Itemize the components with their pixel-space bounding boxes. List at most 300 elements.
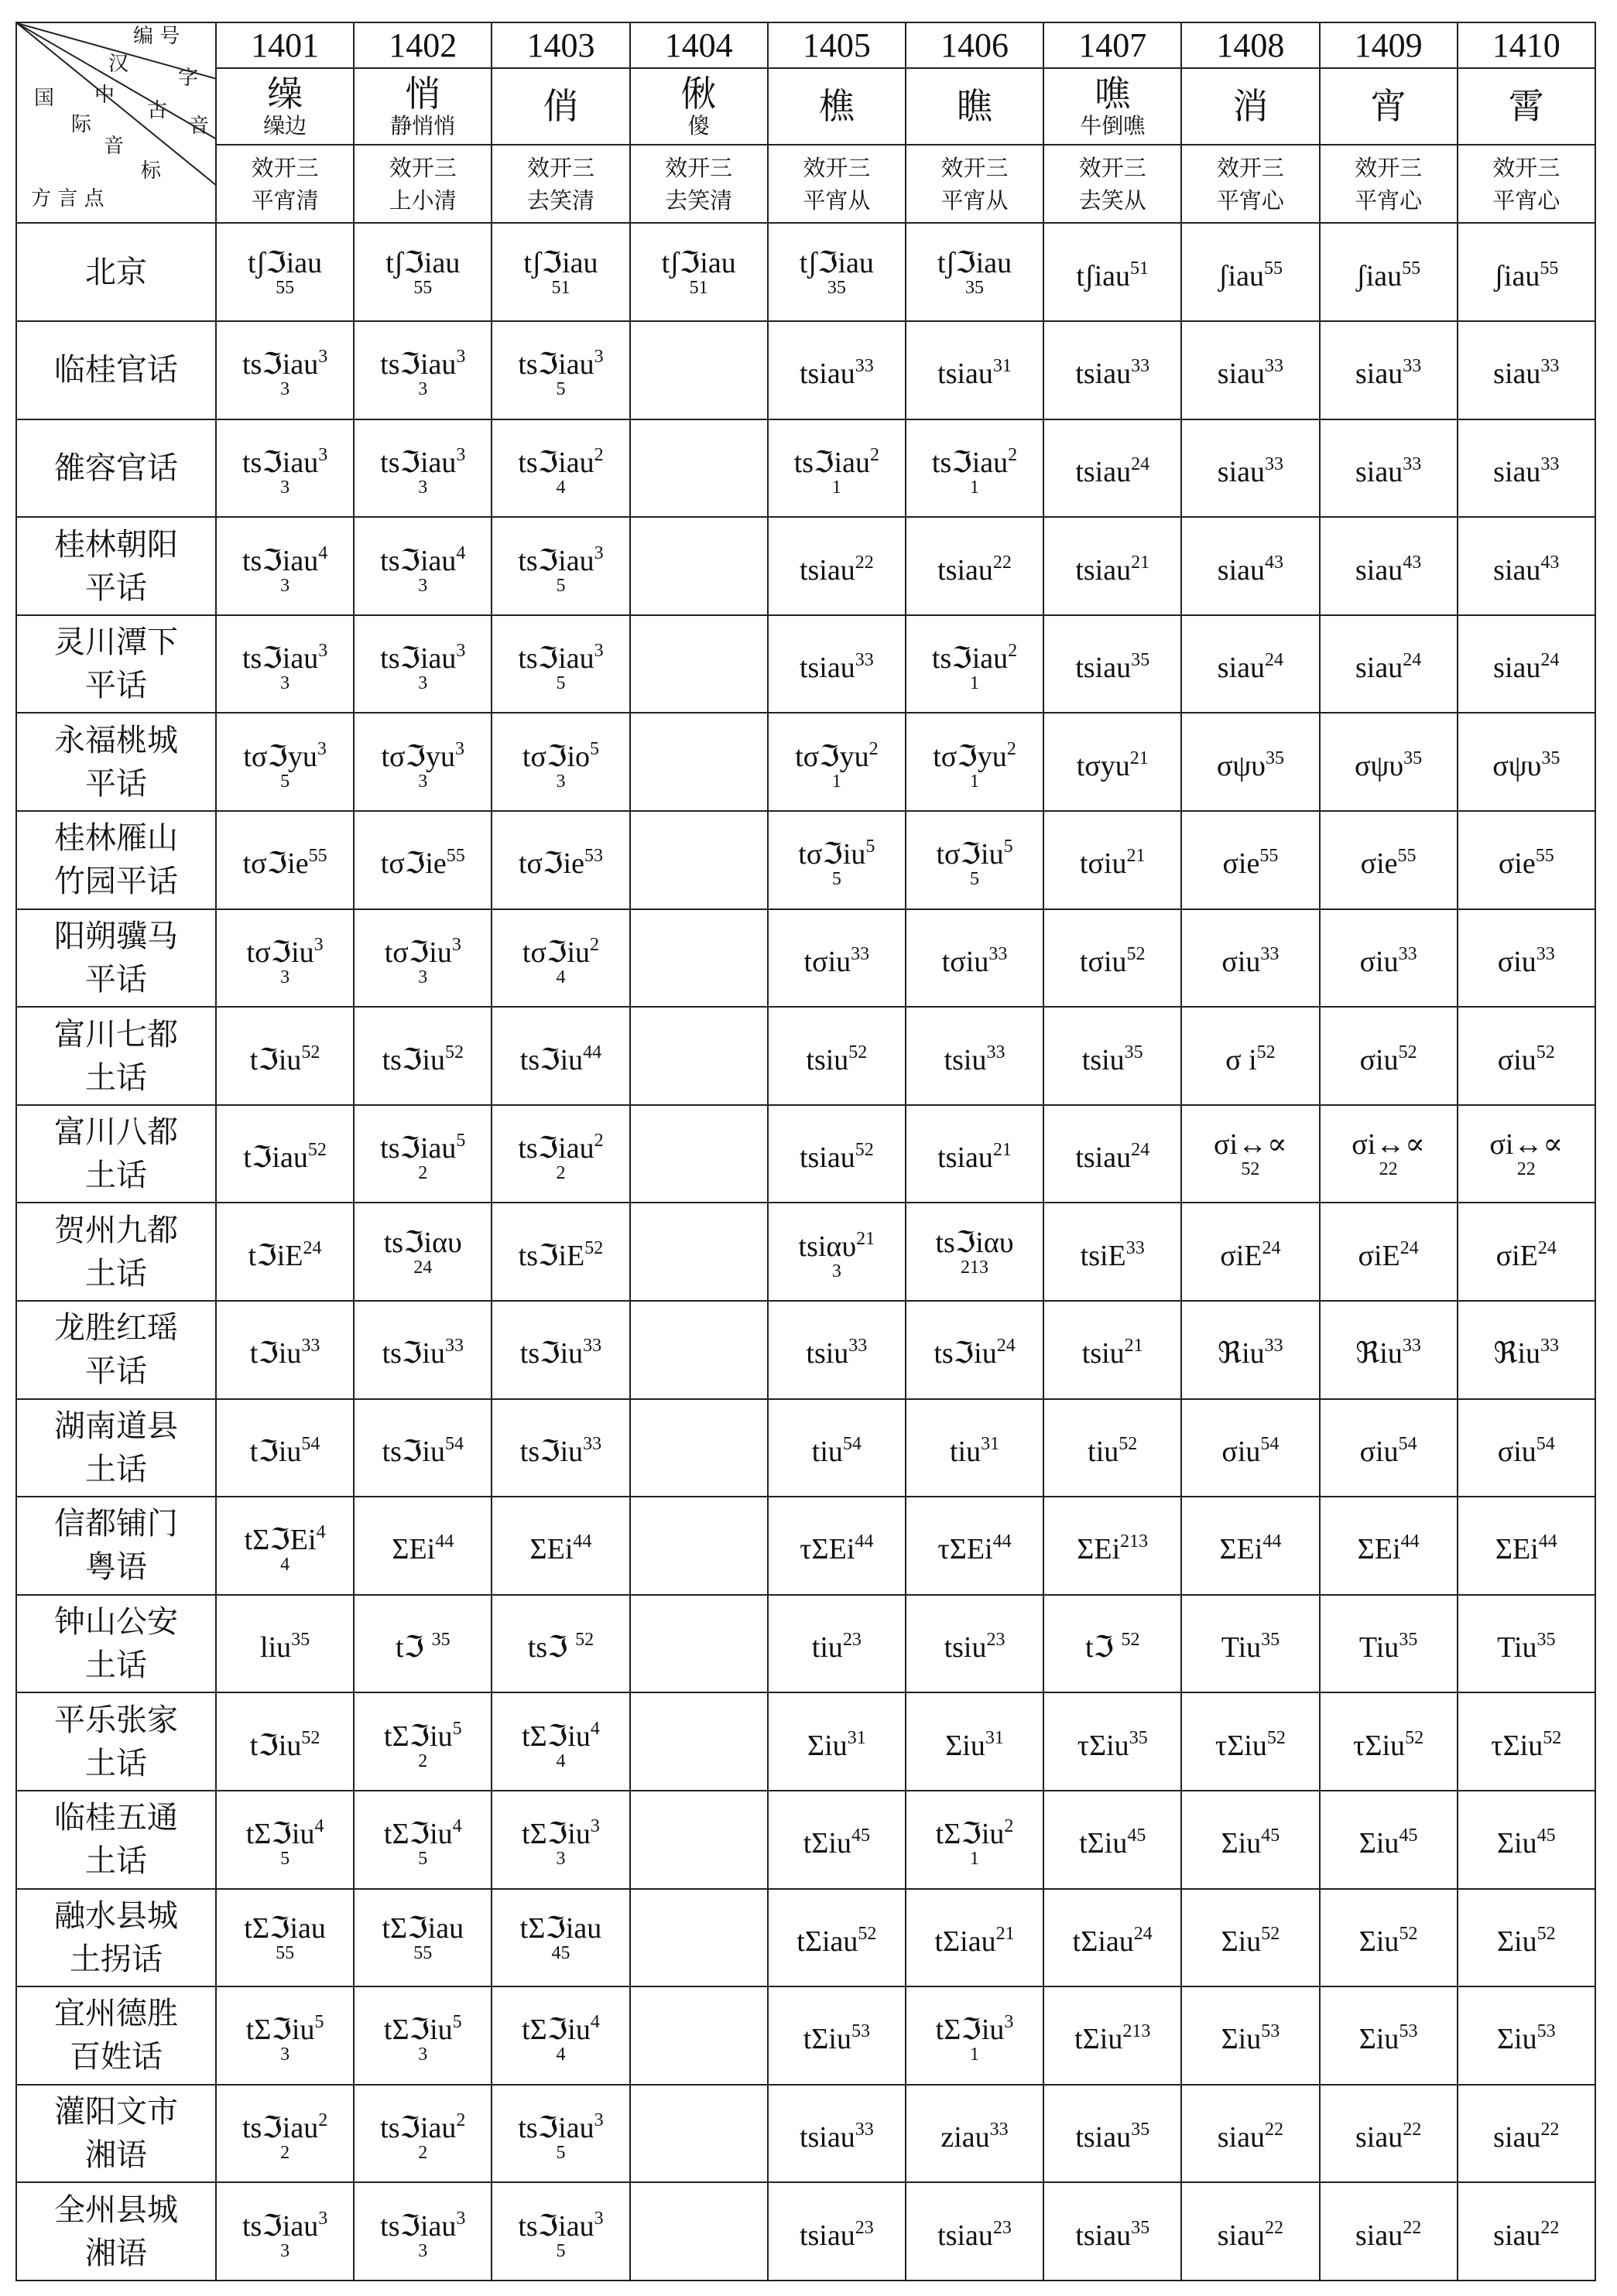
middle-chinese-tone-initial: 平宵心 — [1216, 186, 1284, 214]
reading-tone-subscript: 4 — [556, 2045, 566, 2065]
reading-text-line — [381, 738, 465, 773]
reading-cell — [1458, 1692, 1595, 1791]
reading-tone-superscript: 45 — [1261, 1826, 1280, 1846]
reading-text-line — [800, 2121, 874, 2154]
table-row — [16, 1105, 1595, 1203]
reading-ipa: tʃℑiau — [661, 246, 736, 279]
dialect-point-cell — [16, 1889, 216, 1987]
table-row — [16, 517, 1595, 615]
reading-tone-superscript: 2 — [318, 2110, 328, 2131]
dialect-point-cell — [16, 1399, 216, 1497]
reading-ipa: Tiu — [1497, 1631, 1537, 1665]
reading-ipa: siau — [1493, 652, 1541, 685]
reading-tone-subscript: 5 — [556, 379, 566, 400]
reading-cell — [354, 2085, 492, 2183]
reading-ipa: τΣiu — [1214, 1729, 1267, 1762]
reading-ipa: tsℑiu — [519, 1435, 584, 1468]
reading-text-line — [528, 1631, 594, 1664]
reading-ipa: tℑiu — [249, 1337, 302, 1370]
reading-ipa: Σiu — [807, 1729, 848, 1762]
reading-text-line — [522, 936, 599, 969]
reading-text-line — [380, 2112, 465, 2144]
reading-text-line — [1360, 1435, 1417, 1468]
reading-tone-superscript: 24 — [303, 1237, 322, 1258]
dialect-point-name: 平乐张家 — [54, 1702, 178, 1738]
reading-ipa: tℑ — [396, 1631, 432, 1665]
reading-tone-superscript: 44 — [855, 1531, 874, 1552]
corner-label-ji: 际 — [71, 113, 92, 136]
reading-tone-superscript: 2 — [1004, 1816, 1014, 1837]
reading-tone-superscript: 4 — [456, 542, 466, 563]
reading-cell — [1458, 1595, 1595, 1693]
reading-tone-subscript: 3 — [418, 575, 428, 596]
reading-text-line — [242, 2112, 327, 2144]
reading-tone-superscript: 21 — [1131, 552, 1150, 573]
reading-ipa: tsiau — [799, 553, 855, 587]
reading-tone-subscript: 213 — [961, 1257, 989, 1278]
reading-ipa: σiu — [1221, 945, 1261, 978]
column-number: 1409 — [1320, 22, 1458, 68]
reading-text-line — [1218, 2121, 1283, 2154]
reading-text-line — [1214, 1128, 1287, 1161]
reading-tone-superscript: 35 — [1399, 1630, 1418, 1651]
table-row — [16, 2182, 1595, 2281]
reading-tone-superscript: 52 — [1405, 1727, 1424, 1748]
reading-text-line — [1355, 1337, 1421, 1370]
reading-ipa: tΣℑiu — [522, 1818, 591, 1851]
dialect-point-name: 雒容官话 — [54, 450, 178, 486]
reading-tone-superscript: 33 — [1403, 453, 1422, 474]
reading-tone-subscript: 3 — [280, 2045, 290, 2065]
reading-ipa: tsiau — [1075, 652, 1132, 685]
dialect-point-name: 土话 — [85, 1158, 147, 1194]
reading-text-line — [384, 1227, 462, 1259]
reading-ipa: τΣiu — [1491, 1729, 1543, 1762]
reading-text-line — [1218, 358, 1283, 390]
reading-text-line — [1359, 943, 1417, 978]
reading-cell — [492, 2182, 629, 2281]
reading-text-line — [1356, 260, 1420, 293]
reading-ipa: tΣℑiu — [522, 2014, 591, 2047]
reading-cell — [1458, 713, 1595, 811]
reading-tone-subscript: 22 — [1379, 1159, 1398, 1180]
reading-text-line — [1359, 1827, 1418, 1860]
dialect-point-name: 土话 — [85, 1059, 147, 1096]
reading-text-line — [523, 247, 598, 279]
reading-ipa: tsℑiu — [519, 1337, 584, 1370]
reading-ipa: Σiu — [1358, 1925, 1399, 1958]
reading-cell — [1181, 1399, 1319, 1497]
reading-tone-superscript: 33 — [855, 650, 874, 671]
reading-tone-superscript: 52 — [1536, 1042, 1555, 1062]
reading-cell — [768, 223, 906, 321]
dialect-point-name: 平话 — [85, 1353, 147, 1390]
reading-tone-superscript: 33 — [848, 1336, 868, 1357]
dialect-point-name: 土话 — [85, 1648, 147, 1684]
reading-text-line — [380, 542, 466, 577]
reading-ipa: siau — [1355, 455, 1403, 488]
dialect-table — [15, 22, 1596, 2281]
reading-text-line — [380, 1132, 465, 1165]
reading-text-line — [941, 943, 1008, 978]
dialect-point-cell — [16, 615, 216, 713]
dialect-point-name: 湘语 — [85, 2137, 147, 2174]
column-character-cell — [630, 68, 768, 145]
reading-cell — [630, 1791, 768, 1889]
reading-cell — [1043, 1595, 1181, 1693]
middle-chinese-tone-initial: 平宵心 — [1492, 186, 1560, 214]
reading-tone-superscript: 52 — [1543, 1727, 1562, 1748]
reading-tone-superscript: 52 — [575, 1630, 594, 1651]
reading-cell — [1320, 811, 1458, 909]
column-number: 1404 — [630, 22, 768, 68]
reading-tone-subscript: 1 — [970, 2045, 980, 2065]
reading-cell — [630, 223, 768, 321]
reading-ipa: τΣEi — [800, 1533, 855, 1566]
reading-text-line — [244, 1912, 326, 1945]
dialect-point-name: 永福桃城 — [54, 722, 178, 758]
reading-tone-superscript: 24 — [1540, 650, 1560, 671]
reading-tone-subscript: 1 — [970, 771, 980, 792]
reading-cell — [216, 223, 354, 321]
reading-text-line — [518, 348, 603, 381]
dialect-point-cell — [16, 1497, 216, 1595]
column-character-gloss: 牛倒噍 — [1080, 113, 1146, 139]
reading-text-line — [380, 444, 466, 479]
reading-cell — [906, 1986, 1043, 2085]
reading-tone-superscript: 33 — [855, 2120, 874, 2140]
reading-cell — [1458, 517, 1595, 615]
reading-tone-superscript: 5 — [590, 738, 600, 759]
middle-chinese-tone-initial: 去笑清 — [526, 186, 594, 214]
reading-tone-superscript: 31 — [985, 1727, 1004, 1748]
reading-cell — [630, 1399, 768, 1497]
reading-ipa: tΣiau — [797, 1925, 858, 1958]
reading-tone-superscript: 33 — [988, 943, 1008, 964]
reading-ipa: siau — [1217, 2219, 1266, 2252]
reading-ipa: tsiau — [1075, 2219, 1132, 2252]
reading-tone-superscript: 53 — [1261, 2021, 1280, 2042]
reading-text-line — [793, 444, 879, 479]
reading-tone-superscript: 213 — [1122, 2021, 1151, 2042]
reading-cell — [1458, 1007, 1595, 1105]
reading-cell — [768, 1889, 906, 1987]
reading-cell — [1181, 1203, 1319, 1301]
dialect-point-cell — [16, 1105, 216, 1203]
reading-tone-subscript: 3 — [280, 673, 290, 694]
reading-tone-subscript: 3 — [831, 1261, 841, 1281]
corner-header-cell — [16, 22, 216, 223]
reading-tone-superscript: 43 — [1403, 552, 1422, 573]
reading-text-line — [1088, 1435, 1137, 1468]
reading-text-line — [936, 1818, 1014, 1850]
reading-ipa: tsℑiau — [518, 348, 594, 382]
reading-cell — [1320, 615, 1458, 713]
reading-tone-superscript: 21 — [992, 1140, 1012, 1161]
reading-tone-subscript: 55 — [276, 277, 295, 298]
reading-cell — [354, 1595, 492, 1693]
reading-cell — [630, 517, 768, 615]
reading-tone-subscript: 3 — [556, 771, 566, 792]
reading-cell — [216, 1889, 354, 1987]
reading-ipa: tsℑiau — [518, 544, 594, 577]
reading-ipa: tsℑ — [527, 1631, 576, 1665]
reading-cell — [1043, 1791, 1181, 1889]
reading-tone-superscript: 33 — [1398, 943, 1417, 964]
reading-cell — [768, 1692, 906, 1791]
reading-cell — [216, 1007, 354, 1105]
dialect-point-name: 平话 — [85, 765, 147, 802]
reading-cell — [1320, 713, 1458, 811]
reading-ipa: tʃℑiau — [385, 246, 461, 279]
reading-ipa: tsℑiau — [931, 446, 1009, 479]
reading-tone-subscript: 5 — [280, 1849, 290, 1870]
reading-tone-superscript: 4 — [452, 1816, 462, 1837]
reading-tone-superscript: 3 — [456, 2208, 466, 2229]
reading-text-line — [1219, 1533, 1281, 1565]
reading-tone-superscript: 52 — [584, 1237, 604, 1258]
reading-cell — [492, 321, 629, 419]
reading-tone-subscript: 3 — [280, 477, 290, 498]
corner-label-yin-left: 音 — [104, 135, 125, 158]
reading-cell — [768, 909, 906, 1008]
reading-text-line — [940, 2121, 1008, 2154]
reading-cell — [768, 419, 906, 518]
dialect-point-name: 百姓话 — [70, 2039, 163, 2075]
reading-tone-superscript: 3 — [594, 2208, 604, 2229]
reading-cell — [492, 615, 629, 713]
reading-cell — [492, 713, 629, 811]
reading-cell — [906, 321, 1043, 419]
reading-ipa: tΣℑiu — [935, 2014, 1005, 2047]
reading-text-line — [1079, 1827, 1146, 1860]
reading-tone-subscript: 5 — [970, 869, 980, 890]
reading-cell — [1043, 1007, 1181, 1105]
reading-cell — [216, 1986, 354, 2085]
reading-ipa: σi↔∝ — [1351, 1128, 1425, 1162]
reading-cell — [492, 1203, 629, 1301]
reading-cell — [906, 419, 1043, 518]
reading-cell — [1181, 1497, 1319, 1595]
reading-text-line — [1082, 1044, 1143, 1076]
middle-chinese-tone-initial: 平宵从 — [803, 186, 871, 214]
reading-ipa: ʃiau — [1356, 259, 1403, 293]
reading-text-line — [242, 444, 328, 479]
reading-tone-superscript: 2 — [1006, 738, 1016, 759]
reading-text-line — [1080, 1237, 1145, 1272]
dialect-point-name: 信都铺门 — [54, 1506, 178, 1542]
reading-ipa: ℜiu — [1218, 1337, 1265, 1370]
reading-cell — [768, 2182, 906, 2281]
reading-text-line — [937, 554, 1012, 587]
reading-ipa: Σiu — [1221, 1925, 1262, 1958]
reading-text-line — [1493, 453, 1560, 488]
reading-tone-superscript: 3 — [451, 934, 461, 955]
reading-tone-superscript: 3 — [594, 542, 604, 563]
reading-ipa: ΣEi — [1077, 1533, 1121, 1566]
reading-cell — [768, 2085, 906, 2183]
reading-ipa: tsiu — [1081, 1337, 1125, 1370]
reading-ipa: Σiu — [1221, 1827, 1262, 1860]
reading-ipa: tsiau — [937, 1141, 993, 1175]
reading-cell — [1458, 1399, 1595, 1497]
reading-ipa: tsℑiau — [380, 348, 457, 382]
reading-tone-superscript: 33 — [855, 356, 874, 377]
reading-text-line — [1076, 260, 1149, 293]
corner-label-han: 汉 — [108, 53, 129, 76]
middle-chinese-position — [906, 145, 1043, 223]
reading-ipa: tσℑiu — [522, 936, 591, 969]
reading-tone-superscript: 52 — [301, 1042, 320, 1062]
table-row — [16, 811, 1595, 909]
reading-cell — [216, 1105, 354, 1203]
reading-tone-subscript: 2 — [556, 1163, 566, 1184]
reading-tone-subscript: 4 — [556, 967, 566, 987]
dialect-point-name: 钟山公安 — [54, 1604, 178, 1641]
reading-tone-superscript: 55 — [1259, 846, 1279, 867]
reading-text-line — [518, 2210, 603, 2243]
reading-text-line — [382, 1337, 464, 1370]
reading-text-line — [396, 1631, 450, 1664]
reading-text-line — [249, 1727, 320, 1762]
reading-ipa: tσℑyu — [243, 740, 317, 773]
reading-text-line — [800, 1141, 874, 1174]
reading-ipa: siau — [1355, 652, 1403, 685]
reading-text-line — [1359, 2023, 1418, 2055]
reading-text-line — [1355, 554, 1421, 587]
reading-ipa: tsℑiau — [242, 642, 319, 676]
reading-ipa: σie — [1360, 847, 1398, 881]
reading-tone-superscript: 2 — [594, 1131, 604, 1151]
reading-ipa: Σiu — [945, 1729, 985, 1762]
reading-cell — [906, 1203, 1043, 1301]
reading-cell — [1181, 321, 1319, 419]
column-number: 1403 — [492, 22, 629, 68]
reading-text-line — [518, 444, 604, 479]
reading-cell — [1181, 1692, 1319, 1791]
reading-cell — [768, 811, 906, 909]
reading-text-line — [800, 2219, 874, 2252]
reading-text-line — [936, 838, 1012, 871]
reading-tone-superscript: 33 — [1540, 356, 1560, 377]
reading-tone-subscript: 4 — [556, 477, 566, 498]
reading-ipa: tsℑiu — [382, 1435, 445, 1468]
reading-text-line — [1355, 652, 1421, 684]
reading-ipa: tσℑio — [522, 740, 591, 773]
reading-ipa: tʃiau — [1076, 259, 1131, 293]
reading-ipa: tʃℑiau — [937, 246, 1012, 279]
reading-ipa: tℑiu — [249, 1729, 302, 1762]
reading-tone-superscript: 4 — [590, 2012, 600, 2033]
table-row — [16, 1497, 1595, 1595]
reading-tone-superscript: 33 — [1264, 1336, 1283, 1357]
reading-tone-superscript: 3 — [318, 641, 328, 662]
reading-ipa: siau — [1355, 2219, 1403, 2252]
reading-cell — [1320, 1791, 1458, 1889]
reading-cell — [630, 615, 768, 713]
reading-text-line — [803, 1827, 870, 1860]
reading-tone-superscript: 35 — [1541, 748, 1560, 768]
reading-tone-superscript: 55 — [1397, 846, 1417, 867]
reading-ipa: tsℑiau — [518, 2112, 594, 2145]
reading-ipa: tsℑiau — [518, 446, 594, 479]
reading-ipa: σiu — [1497, 1043, 1536, 1076]
reading-ipa: tsiau — [1075, 358, 1132, 391]
reading-tone-superscript: 54 — [1260, 1433, 1280, 1454]
reading-cell — [1181, 615, 1319, 713]
reading-ipa: tsℑiau — [518, 642, 594, 676]
reading-ipa: ΣEi — [529, 1533, 574, 1566]
column-number: 1401 — [216, 22, 354, 68]
reading-cell — [492, 1007, 629, 1105]
reading-tone-superscript: 52 — [1399, 1923, 1418, 1944]
reading-ipa: ΣEi — [1495, 1533, 1539, 1566]
reading-tone-superscript: 5 — [456, 1131, 466, 1151]
reading-tone-superscript: 33 — [1536, 943, 1555, 964]
reading-tone-superscript: 31 — [981, 1433, 1000, 1454]
reading-ipa: tʃℑiau — [248, 246, 323, 279]
corner-label-number: 编 号 — [133, 25, 180, 48]
reading-ipa: siau — [1217, 358, 1266, 391]
table-row — [16, 1692, 1595, 1791]
reading-cell — [1458, 1497, 1595, 1595]
reading-cell — [906, 223, 1043, 321]
reading-ipa: tΣℑEi — [244, 1524, 317, 1557]
reading-ipa: tsiau — [937, 358, 993, 391]
reading-ipa: tsiau — [799, 1141, 855, 1175]
reading-tone-superscript: 2 — [1008, 641, 1018, 662]
table-row — [16, 1203, 1595, 1301]
reading-cell — [906, 1692, 1043, 1791]
reading-text-line — [1499, 847, 1554, 880]
reading-tone-superscript: 53 — [1399, 2021, 1418, 2042]
reading-tone-subscript: 1 — [831, 477, 841, 498]
middle-chinese-rhyme: 效开三 — [1216, 154, 1284, 181]
reading-ipa: tℑ — [1084, 1631, 1122, 1665]
reading-tone-superscript: 45 — [1127, 1826, 1146, 1846]
reading-tone-superscript: 24 — [1131, 1140, 1150, 1161]
reading-text-line — [242, 2210, 327, 2243]
reading-text-line — [384, 1818, 462, 1850]
reading-text-line — [246, 2014, 324, 2046]
reading-cell — [630, 321, 768, 419]
reading-cell — [906, 615, 1043, 713]
reading-cell — [216, 419, 354, 518]
reading-ipa: tsiau — [799, 2219, 855, 2252]
reading-tone-superscript: 22 — [1403, 2217, 1422, 2238]
reading-ipa: tΣℑiu — [245, 2014, 315, 2047]
reading-ipa: τΣiu — [1077, 1729, 1129, 1762]
reading-ipa: tΣℑiu — [383, 1818, 453, 1851]
reading-text-line — [380, 2210, 465, 2243]
reading-tone-superscript: 52 — [307, 1140, 327, 1161]
reading-text-line — [1359, 1631, 1417, 1664]
reading-tone-superscript: 4 — [590, 1718, 600, 1739]
reading-text-line — [519, 847, 603, 880]
dialect-point-name: 竹园平话 — [54, 864, 178, 900]
reading-text-line — [518, 1237, 604, 1272]
reading-cell — [1181, 1595, 1319, 1693]
reading-tone-superscript: 5 — [1003, 837, 1013, 857]
reading-tone-subscript: 3 — [418, 771, 428, 792]
reading-text-line — [800, 652, 874, 684]
reading-text-line — [1221, 2023, 1280, 2055]
reading-cell — [492, 1889, 629, 1987]
reading-cell — [1320, 1595, 1458, 1693]
reading-text-line — [1221, 1925, 1280, 1958]
reading-text-line — [382, 1044, 464, 1076]
reading-text-line — [1353, 1727, 1424, 1762]
